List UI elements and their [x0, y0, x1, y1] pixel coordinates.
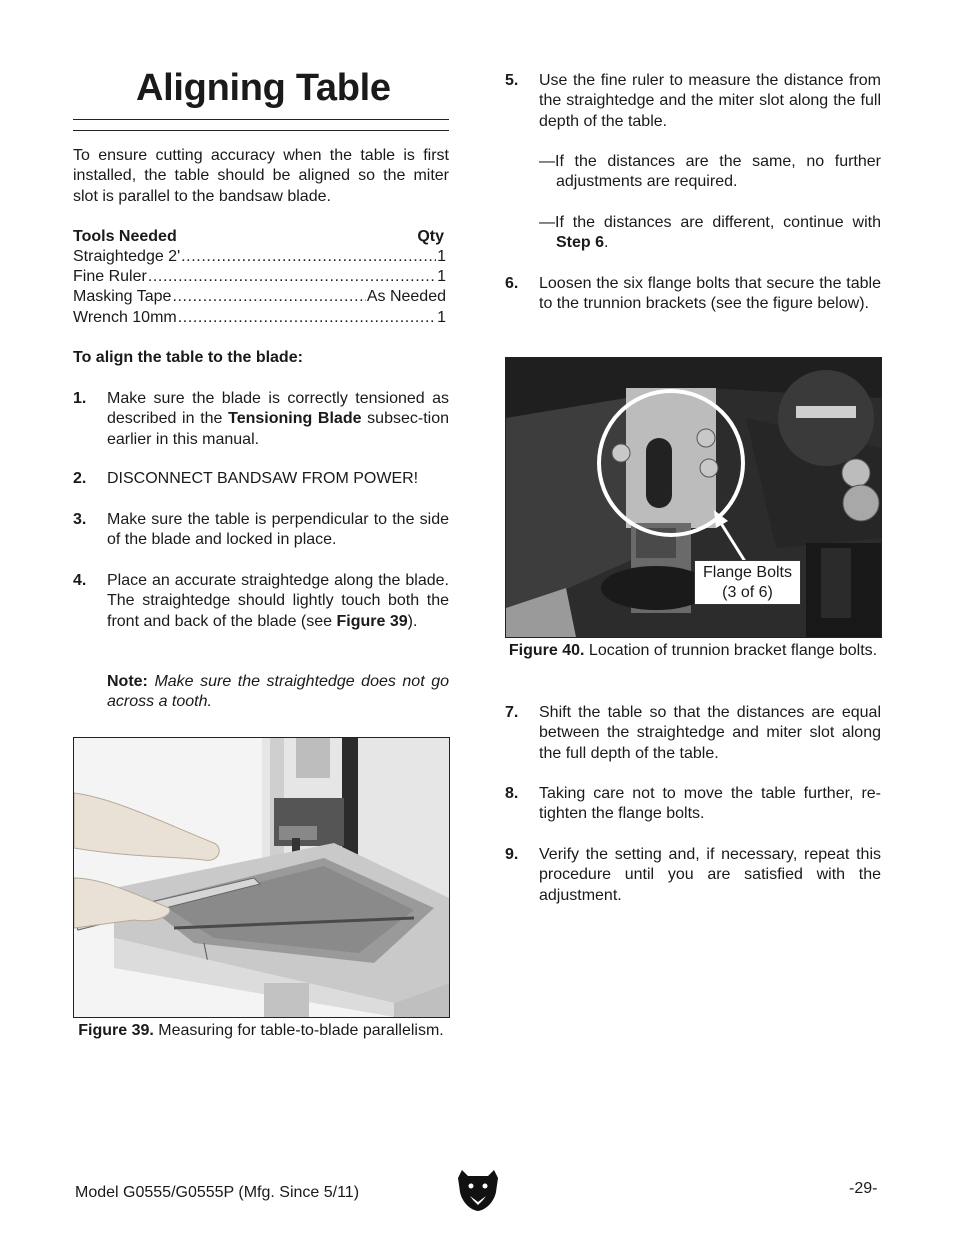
tool-item	[73, 287, 446, 307]
step-text: Taking care not to move the table further, re-tighten the flange bolts.	[539, 785, 881, 823]
step-2	[73, 469, 449, 489]
step-4	[73, 571, 449, 632]
tool-qty: 1	[437, 248, 446, 265]
step-number: 7.	[505, 704, 519, 721]
step-text: Loosen the six flange bolts that secure the table to the trunnion brackets (see the figure below).	[539, 275, 881, 313]
step-number: 4.	[73, 572, 87, 589]
figure-39-caption	[73, 1021, 449, 1041]
caption-text: Location of trunnion bracket flange bolts.	[588, 642, 878, 659]
figure-label: Figure 39.	[78, 1022, 154, 1039]
step-5-condition-same: —If the distances are the same, no further adjustments are required.	[539, 153, 881, 191]
step-text: subsec-tion earlier in this manual.	[107, 410, 449, 448]
title-rule-top	[73, 119, 449, 120]
step-ref: Step 6	[556, 234, 605, 252]
step-number: 1.	[73, 390, 87, 407]
tool-name: Wrench 10mm	[73, 309, 177, 326]
step-7	[505, 703, 881, 764]
step-text: ).	[407, 612, 418, 630]
tool-item	[73, 308, 446, 328]
tools-header	[73, 227, 444, 247]
grizzly-bear-logo-icon	[456, 1166, 500, 1212]
caption-text: Measuring for table-to-blade parallelism.	[158, 1022, 444, 1039]
step-3	[73, 510, 449, 551]
page-title: Aligning Table	[136, 67, 391, 109]
note-label: Note:	[107, 673, 148, 690]
step-text: DISCONNECT BANDSAW FROM POWER!	[107, 470, 419, 487]
leader-dots	[178, 308, 436, 328]
step-text: Shift the table so that the distances are equal between the straightedge and miter slot along the full depth of the table.	[539, 704, 881, 762]
figure-ref: Figure 39	[336, 612, 408, 630]
step-5	[505, 71, 881, 132]
title-rule-bottom	[73, 130, 449, 131]
step-number: 2.	[73, 470, 87, 487]
step-bold-ref: Tensioning Blade	[228, 410, 362, 428]
leader-dots	[148, 267, 436, 287]
tool-name: Masking Tape	[73, 288, 172, 305]
procedure-heading: To align the table to the blade:	[73, 349, 303, 366]
figure-39-photo	[73, 737, 450, 1018]
note-text: Make sure the straightedge does not go across a tooth.	[107, 673, 449, 711]
tool-qty: As Needed	[366, 288, 446, 305]
figure-40-caption	[505, 641, 881, 661]
tools-header-qty: Qty	[417, 228, 444, 245]
figure-40-photo	[505, 357, 882, 638]
tool-item	[73, 267, 446, 287]
footer-model: Model G0555/G0555P (Mfg. Since 5/11)	[75, 1184, 360, 1201]
figure-label: Figure 40.	[508, 642, 585, 659]
step-4-note	[107, 672, 449, 713]
step-text: .	[604, 234, 609, 252]
step-8	[505, 784, 881, 825]
step-text: Make sure the blade is correctly tensioned as described in the	[107, 390, 449, 428]
tool-item	[73, 247, 446, 267]
intro-paragraph: To ensure cutting accuracy when the table is first installed, the table should be aligned so the miter slot is parallel to the bandsaw blade.	[73, 147, 449, 205]
step-number: 9.	[505, 846, 519, 863]
step-text: Place an accurate straightedge along the blade. The straightedge should lightly touch both the front and back of the blade (see	[107, 572, 449, 630]
leader-dots	[181, 247, 436, 267]
step-number: 3.	[73, 511, 87, 528]
step-6	[505, 274, 881, 315]
step-text: Make sure the table is perpendicular to the side of the blade and locked in place.	[107, 511, 449, 549]
step-text: Use the fine ruler to measure the distance from the straightedge and the miter slot along the full depth of the table.	[539, 72, 881, 130]
flange-bolts-callout: Flange Bolts (3 of 6)	[694, 560, 801, 605]
step-9	[505, 845, 881, 906]
tool-name: Fine Ruler	[73, 268, 147, 285]
tool-qty: 1	[437, 268, 446, 285]
step-number: 6.	[505, 275, 519, 292]
tools-header-label: Tools Needed	[73, 228, 177, 245]
leader-dots	[172, 287, 365, 307]
step-number: 8.	[505, 785, 519, 802]
tool-name: Straightedge 2'	[73, 248, 181, 265]
step-5-condition-different	[539, 213, 881, 254]
step-text: Verify the setting and, if necessary, repeat this procedure until you are satisfied with the adjustment.	[539, 846, 881, 904]
bandsaw-table-illustration	[74, 738, 449, 1017]
page-number: -29-	[849, 1180, 878, 1197]
tool-qty: 1	[437, 309, 446, 326]
step-number: 5.	[505, 72, 519, 89]
step-1	[73, 389, 449, 450]
step-text: —If the distances are different, continue with	[539, 214, 881, 231]
